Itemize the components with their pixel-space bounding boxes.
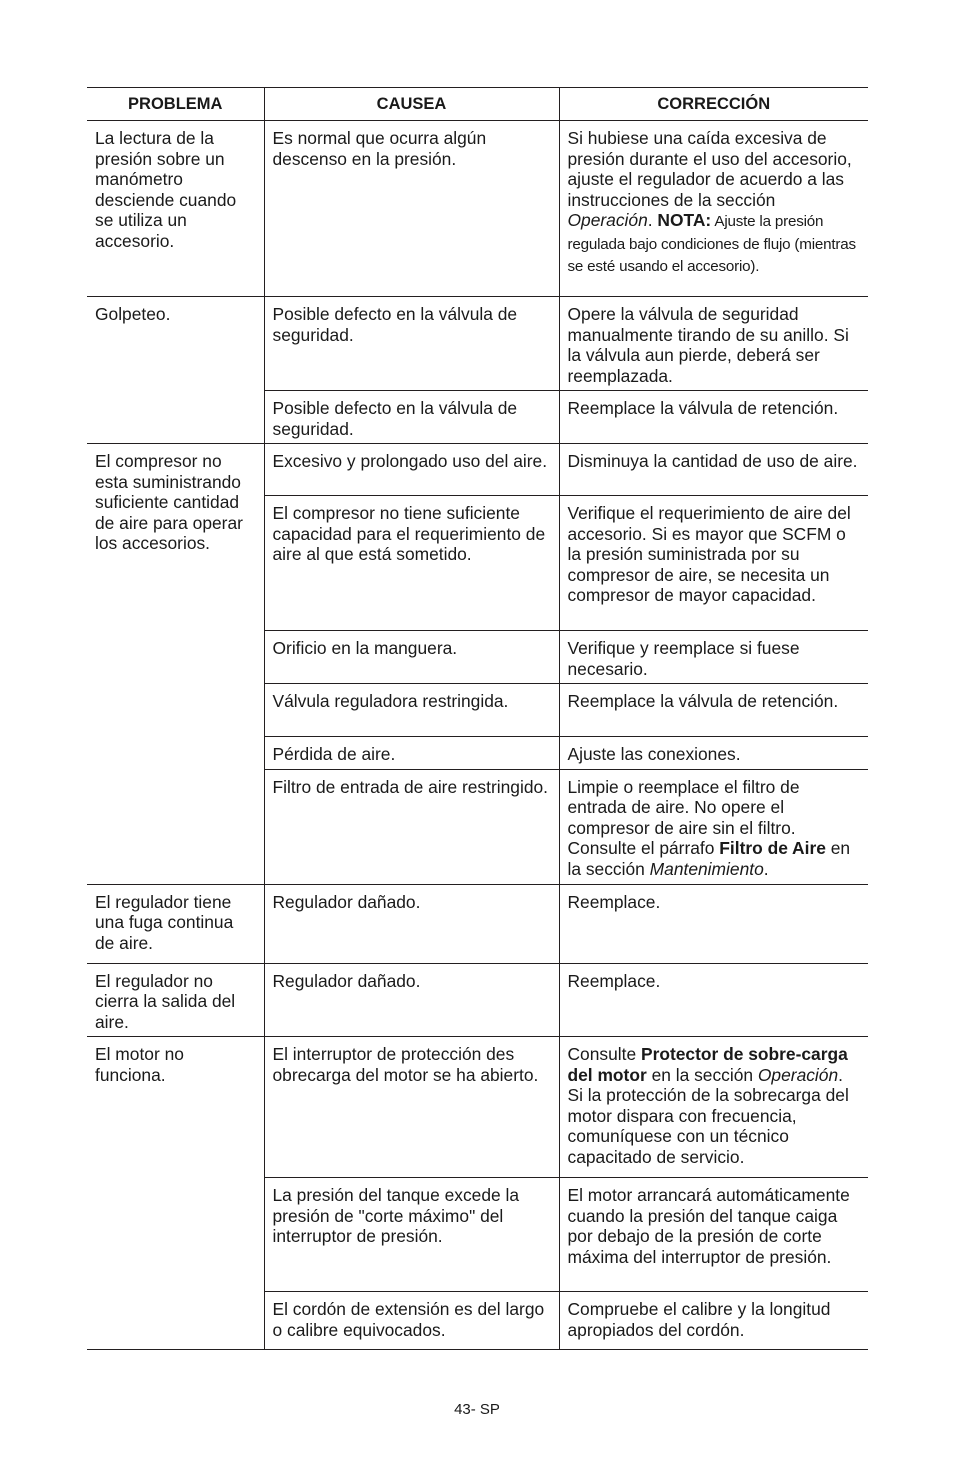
cause-cell: El cordón de extensión es del largo o calibre equivocados. — [264, 1292, 559, 1350]
table-row — [87, 1037, 868, 1178]
correction-cell: Reemplace. — [559, 884, 868, 963]
cause-cell: El compresor no tiene suficiente capacidad para el requerimiento de aire al que está sometido. — [264, 496, 559, 631]
correction-text: Consulte — [567, 1044, 641, 1064]
correction-text: . Si la protección de la sobrecarga del motor dispara con frecuencia, comuníquese con un técnico capacitado de servicio. — [567, 1064, 849, 1167]
correction-cell — [559, 769, 868, 884]
correction-cell: Reemplace. — [559, 963, 868, 1037]
problem-cell: Golpeteo. — [87, 297, 264, 444]
correction-cell: Verifique y reemplace si fuese necesario. — [559, 631, 868, 684]
cause-cell: Posible defecto en la válvula de seguridad. — [264, 391, 559, 444]
cause-cell: Orificio en la manguera. — [264, 631, 559, 684]
cause-cell: Regulador dañado. — [264, 963, 559, 1037]
correction-text: . — [647, 210, 658, 230]
correction-italic: Mantenimiento — [649, 858, 764, 879]
header-causa: CAUSEA — [264, 88, 559, 121]
cause-cell: Válvula reguladora restringida. — [264, 684, 559, 737]
correction-italic: Operación — [757, 1064, 839, 1085]
correction-text: . — [763, 858, 769, 879]
correction-text: en la sección — [646, 1064, 758, 1085]
correction-cell: Ajuste las conexiones. — [559, 737, 868, 770]
cause-cell: Posible defecto en la válvula de seguridad. — [264, 297, 559, 391]
correction-cell: Disminuya la cantidad de uso de aire. — [559, 444, 868, 496]
cause-cell: Es normal que ocurra algún descenso en la presión. — [264, 121, 559, 297]
problem-cell: El motor no funciona. — [87, 1037, 264, 1350]
cause-cell: La presión del tanque excede la presión de "corte máximo" del interruptor de presión. — [264, 1178, 559, 1292]
header-correccion: CORRECCIÓN — [559, 88, 868, 121]
cause-cell: Pérdida de aire. — [264, 737, 559, 770]
note-text: Ajuste la presión regulada bajo condiciones de flujo (mientras se esté usando el accesorio). — [567, 213, 856, 275]
table-row — [87, 121, 868, 297]
table-row — [87, 963, 868, 1037]
cause-cell: Excesivo y prolongado uso del aire. — [264, 444, 559, 496]
correction-bold: Filtro de Aire — [719, 838, 826, 858]
cause-cell: El interruptor de protección des obrecarga del motor se ha abierto. — [264, 1037, 559, 1178]
correction-text: Si hubiese una caída excesiva de presión durante el uso del accesorio, ajuste el regulador de acuerdo a las instrucciones de la sección — [567, 128, 852, 210]
problem-cell: El compresor no esta suministrando suficiente cantidad de aire para operar los accesorios. — [87, 444, 264, 885]
correction-cell: Reemplace la válvula de retención. — [559, 684, 868, 737]
table-row — [87, 297, 868, 391]
cause-cell: Regulador dañado. — [264, 884, 559, 963]
correction-cell: El motor arrancará automáticamente cuando la presión del tanque caiga por debajo de la presión de corte máxima del interruptor de presión. — [559, 1178, 868, 1292]
cause-cell: Filtro de entrada de aire restringido. — [264, 769, 559, 884]
table-row — [87, 884, 868, 963]
correction-italic: Operación — [567, 210, 648, 230]
correction-cell: Compruebe el calibre y la longitud apropiados del cordón. — [559, 1292, 868, 1350]
problem-cell: La lectura de la presión sobre un manómetro desciende cuando se utiliza un accesorio. — [87, 121, 264, 297]
correction-cell: Reemplace la válvula de retención. — [559, 391, 868, 444]
correction-cell: Opere la válvula de seguridad manualmente tirando de su anillo. Si la válvula aun pierde, deberá ser reemplazada. — [559, 297, 868, 391]
correction-cell: Verifique el requerimiento de aire del accesorio. Si es mayor que SCFM o la presión suministrada por su compresor de aire, se necesita un compresor de mayor capacidad. — [559, 496, 868, 631]
troubleshooting-table — [87, 87, 868, 1350]
table-row — [87, 444, 868, 496]
problem-cell: El regulador no cierra la salida del aire. — [87, 963, 264, 1037]
correction-bold: Protector de sobre-carga del motor — [567, 1044, 848, 1085]
correction-cell — [559, 121, 868, 297]
table-header-row — [87, 88, 868, 121]
correction-cell — [559, 1037, 868, 1178]
header-problema: PROBLEMA — [87, 88, 264, 121]
problem-cell: El regulador tiene una fuga continua de aire. — [87, 884, 264, 963]
note-label: NOTA: — [657, 210, 712, 230]
correction-text: en la sección — [567, 838, 851, 879]
correction-text: Limpie o reemplace el filtro de entrada de aire. No opere el compresor de aire sin el filtro. Consulte el párrafo — [567, 776, 800, 858]
page-number: 43- SP — [454, 1401, 500, 1418]
